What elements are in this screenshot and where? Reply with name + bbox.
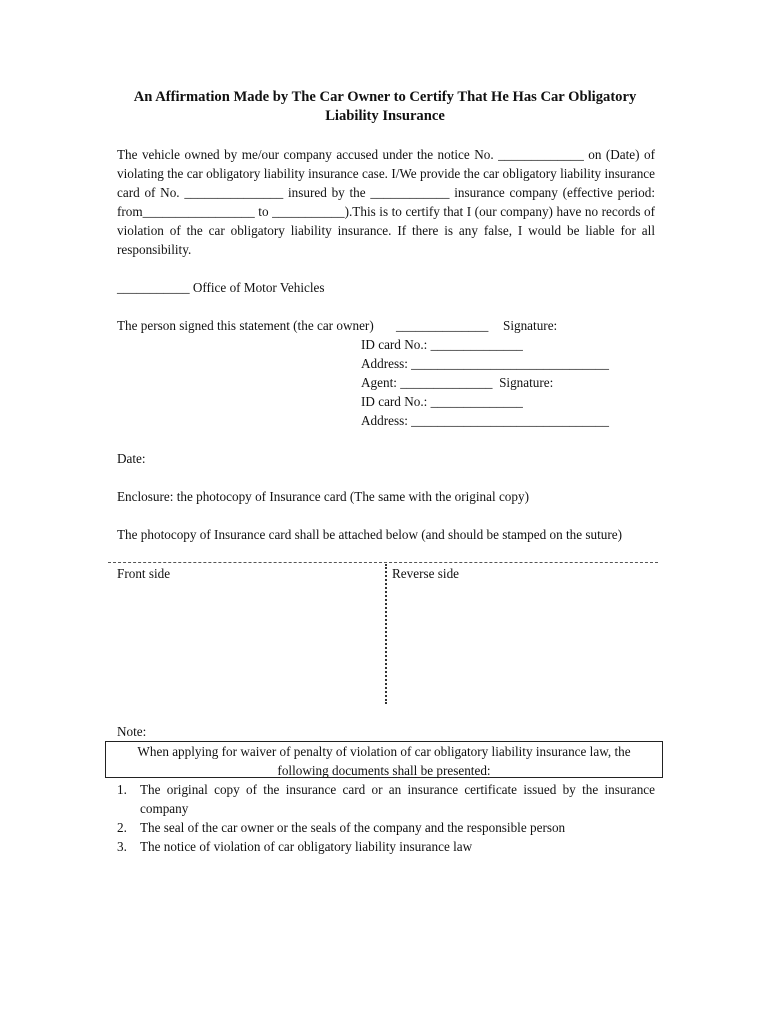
note-label: Note:: [117, 724, 147, 739]
note-box-line-2: following documents shall be presented:: [277, 763, 491, 778]
agent-address: Address: ______________________________: [361, 413, 609, 428]
date-label: Date:: [117, 451, 146, 466]
list-item-text: The original copy of the insurance card or an insurance certificate issued by the insurance company: [140, 782, 655, 816]
note-box: [105, 741, 663, 778]
list-item: [117, 818, 655, 837]
reverse-side-label: Reverse side: [392, 566, 460, 581]
photocopy-instruction: The photocopy of Insurance card shall be attached below (and should be stamped on the suture): [117, 527, 622, 542]
owner-address: Address: ______________________________: [361, 356, 609, 371]
office-line: ___________ Office of Motor Vehicles: [117, 280, 325, 295]
list-item: [117, 780, 655, 818]
owner-statement: The person signed this statement (the car owner): [117, 318, 374, 333]
enclosure-line: Enclosure: the photocopy of Insurance card (The same with the original copy): [117, 489, 529, 504]
horizontal-cut-line: [108, 562, 658, 563]
document-title: [100, 88, 670, 126]
list-item: [117, 837, 655, 856]
title-line-2: Liability Insurance: [325, 108, 445, 124]
vertical-cut-line: [385, 564, 387, 704]
front-side-label: Front side: [117, 566, 171, 581]
list-item-number: 2.: [117, 820, 127, 835]
list-item-number: 3.: [117, 839, 127, 854]
note-box-line-1: When applying for waiver of penalty of violation of car obligatory liability insurance law, the: [137, 744, 631, 759]
title-line-1: An Affirmation Made by The Car Owner to Certify That He Has Car Obligatory: [133, 89, 637, 105]
agent-id-card: ID card No.: ______________: [361, 394, 523, 409]
owner-id-card: ID card No.: ______________: [361, 337, 523, 352]
owner-blank: ______________: [396, 318, 489, 333]
list-item-text: The seal of the car owner or the seals of the company and the responsible person: [140, 820, 566, 835]
list-item-number: 1.: [117, 782, 127, 797]
list-item-text: The notice of violation of car obligatory liability insurance law: [140, 839, 473, 854]
affirmation-paragraph: The vehicle owned by me/our company accused under the notice No. _____________ on (Date) of violating the car obligatory liability insurance case. I/We provide the car obligatory liability insurance card of No. _______________ insured by the ____________ insurance company (effective period: from_________________ to ___________).This is to certify that I (our company) have no records of violation of the car obligatory liability insurance. If there is any false, I would be liable for all responsibility.: [117, 147, 655, 257]
agent-line: Agent: ______________ Signature:: [361, 375, 554, 390]
owner-signature-label: Signature:: [503, 318, 558, 333]
